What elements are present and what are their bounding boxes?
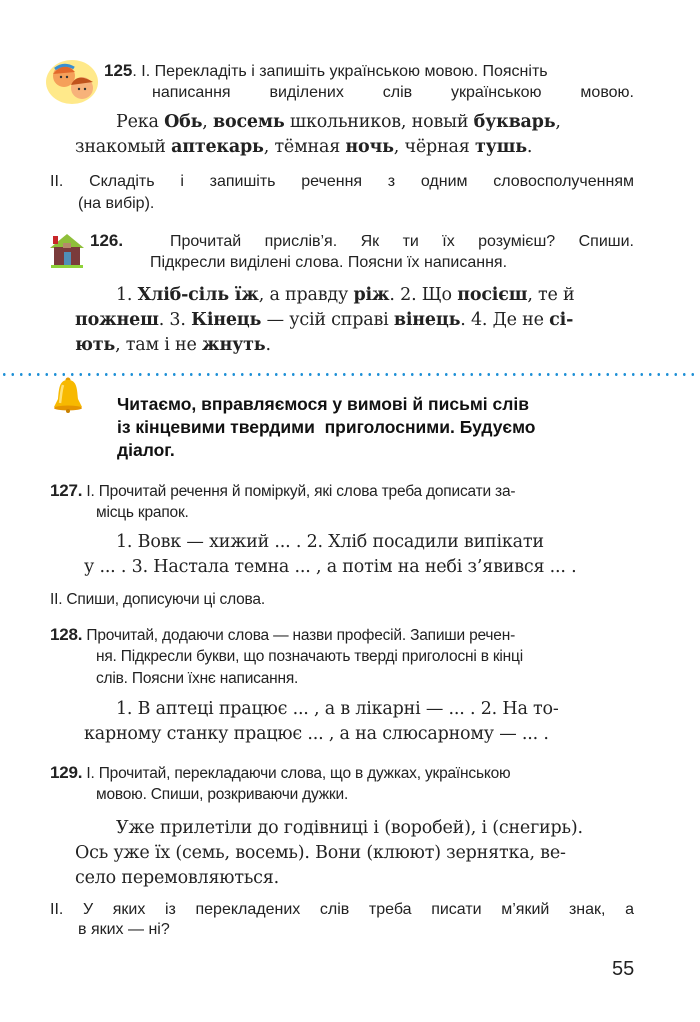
- ex125-part2-line2: (на вибір).: [78, 195, 155, 212]
- ex126-example-line1: 1. Хліб-сіль їж, а правду ріж. 2. Що посієш, те й: [116, 285, 575, 305]
- section-title-line2: із кінцевими твердими приголосними. Будуємо: [117, 417, 536, 437]
- ex126-example-line2: пожнеш. 3. Кінець — усій справі вінець. 4. Де не сі-: [75, 310, 574, 330]
- ex125-example-line1: Река Обь, восемь школьников, новый букварь,: [116, 112, 561, 132]
- ex128-example-line2: карному станку працює ... , а на слюсарному — ... .: [84, 724, 549, 744]
- ex126-instruction-line2: Підкресли виділені слова. Поясни їх написання.: [150, 254, 508, 271]
- section-divider: [0, 373, 700, 376]
- ex127-instruction-line1: 127. І. Прочитай речення й поміркуй, які слова треба дописати за-: [50, 481, 516, 500]
- ex125-instruction-line2: написання виділених слів українською мовою.: [152, 84, 634, 101]
- bell-icon: [51, 377, 85, 413]
- exercise-number: 125: [104, 61, 133, 80]
- ex128-example-line1: 1. В аптеці працює ... , а в лікарні — ... . 2. На то-: [116, 699, 559, 719]
- ex129-example-line1: Уже прилетіли до годівниці і (воробей), і (снегирь).: [116, 818, 583, 838]
- house-icon: [47, 230, 87, 270]
- ex129-instruction-line1: 129. І. Прочитай, перекладаючи слова, що в дужках, українською: [50, 763, 511, 782]
- children-faces-icon: [44, 54, 104, 106]
- page-number: 55: [612, 958, 635, 980]
- ex128-instruction-line3: слів. Поясни їхнє написання.: [96, 670, 299, 687]
- exercise-number: 126.: [90, 231, 124, 250]
- ex127-example-line1: 1. Вовк — хижий ... . 2. Хліб посадили випікати: [116, 532, 544, 552]
- ex127-instruction-line2: місць крапок.: [96, 504, 189, 521]
- ex129-example-line3: село перемовляються.: [75, 868, 279, 888]
- section-title-line1: Читаємо, вправляємося у вимові й письмі слів: [117, 394, 529, 414]
- ex125-example-line2: знакомый аптекарь, тёмная ночь, чёрная тушь.: [75, 137, 533, 157]
- exercise-number: 127.: [50, 481, 83, 500]
- ex126-example-line3: ють, там і не жнуть.: [75, 335, 271, 355]
- ex129-instruction-line2: мовою. Спиши, розкриваючи дужки.: [96, 786, 349, 803]
- section-title-line3: діалог.: [117, 440, 175, 460]
- exercise-number: 129.: [50, 763, 83, 782]
- ex126-instruction-line1: 126. Прочитай прислів’я. Як ти їх розумієш? Спиши.: [90, 231, 635, 250]
- ex127-example-line2: у ... . 3. Настала темна ... , а потім на небі з’явився ... .: [84, 557, 577, 577]
- exercise-number: 128.: [50, 625, 83, 644]
- ex127-part2: ІІ. Спиши, дописуючи ці слова.: [50, 591, 265, 608]
- ex129-part2-line1: ІІ. У яких із перекладених слів треба писати м’який знак, а: [50, 901, 634, 918]
- ex129-part2-line2: в яких — ні?: [78, 921, 170, 938]
- ex125-part2-line1: ІІ. Складіть і запишіть речення з одним словосполученням: [50, 173, 634, 190]
- ex129-example-line2: Ось уже їх (семь, восемь). Вони (клюют) зернятка, ве-: [75, 843, 566, 863]
- ex128-instruction-line2: ня. Підкресли букви, що позначають тверді приголосні в кінці: [96, 648, 523, 665]
- ex125-instruction-line1: 125. І. Перекладіть і запишіть українською мовою. Поясніть: [104, 61, 548, 80]
- ex128-instruction-line1: 128. Прочитай, додаючи слова — назви професій. Запиши речен-: [50, 625, 516, 644]
